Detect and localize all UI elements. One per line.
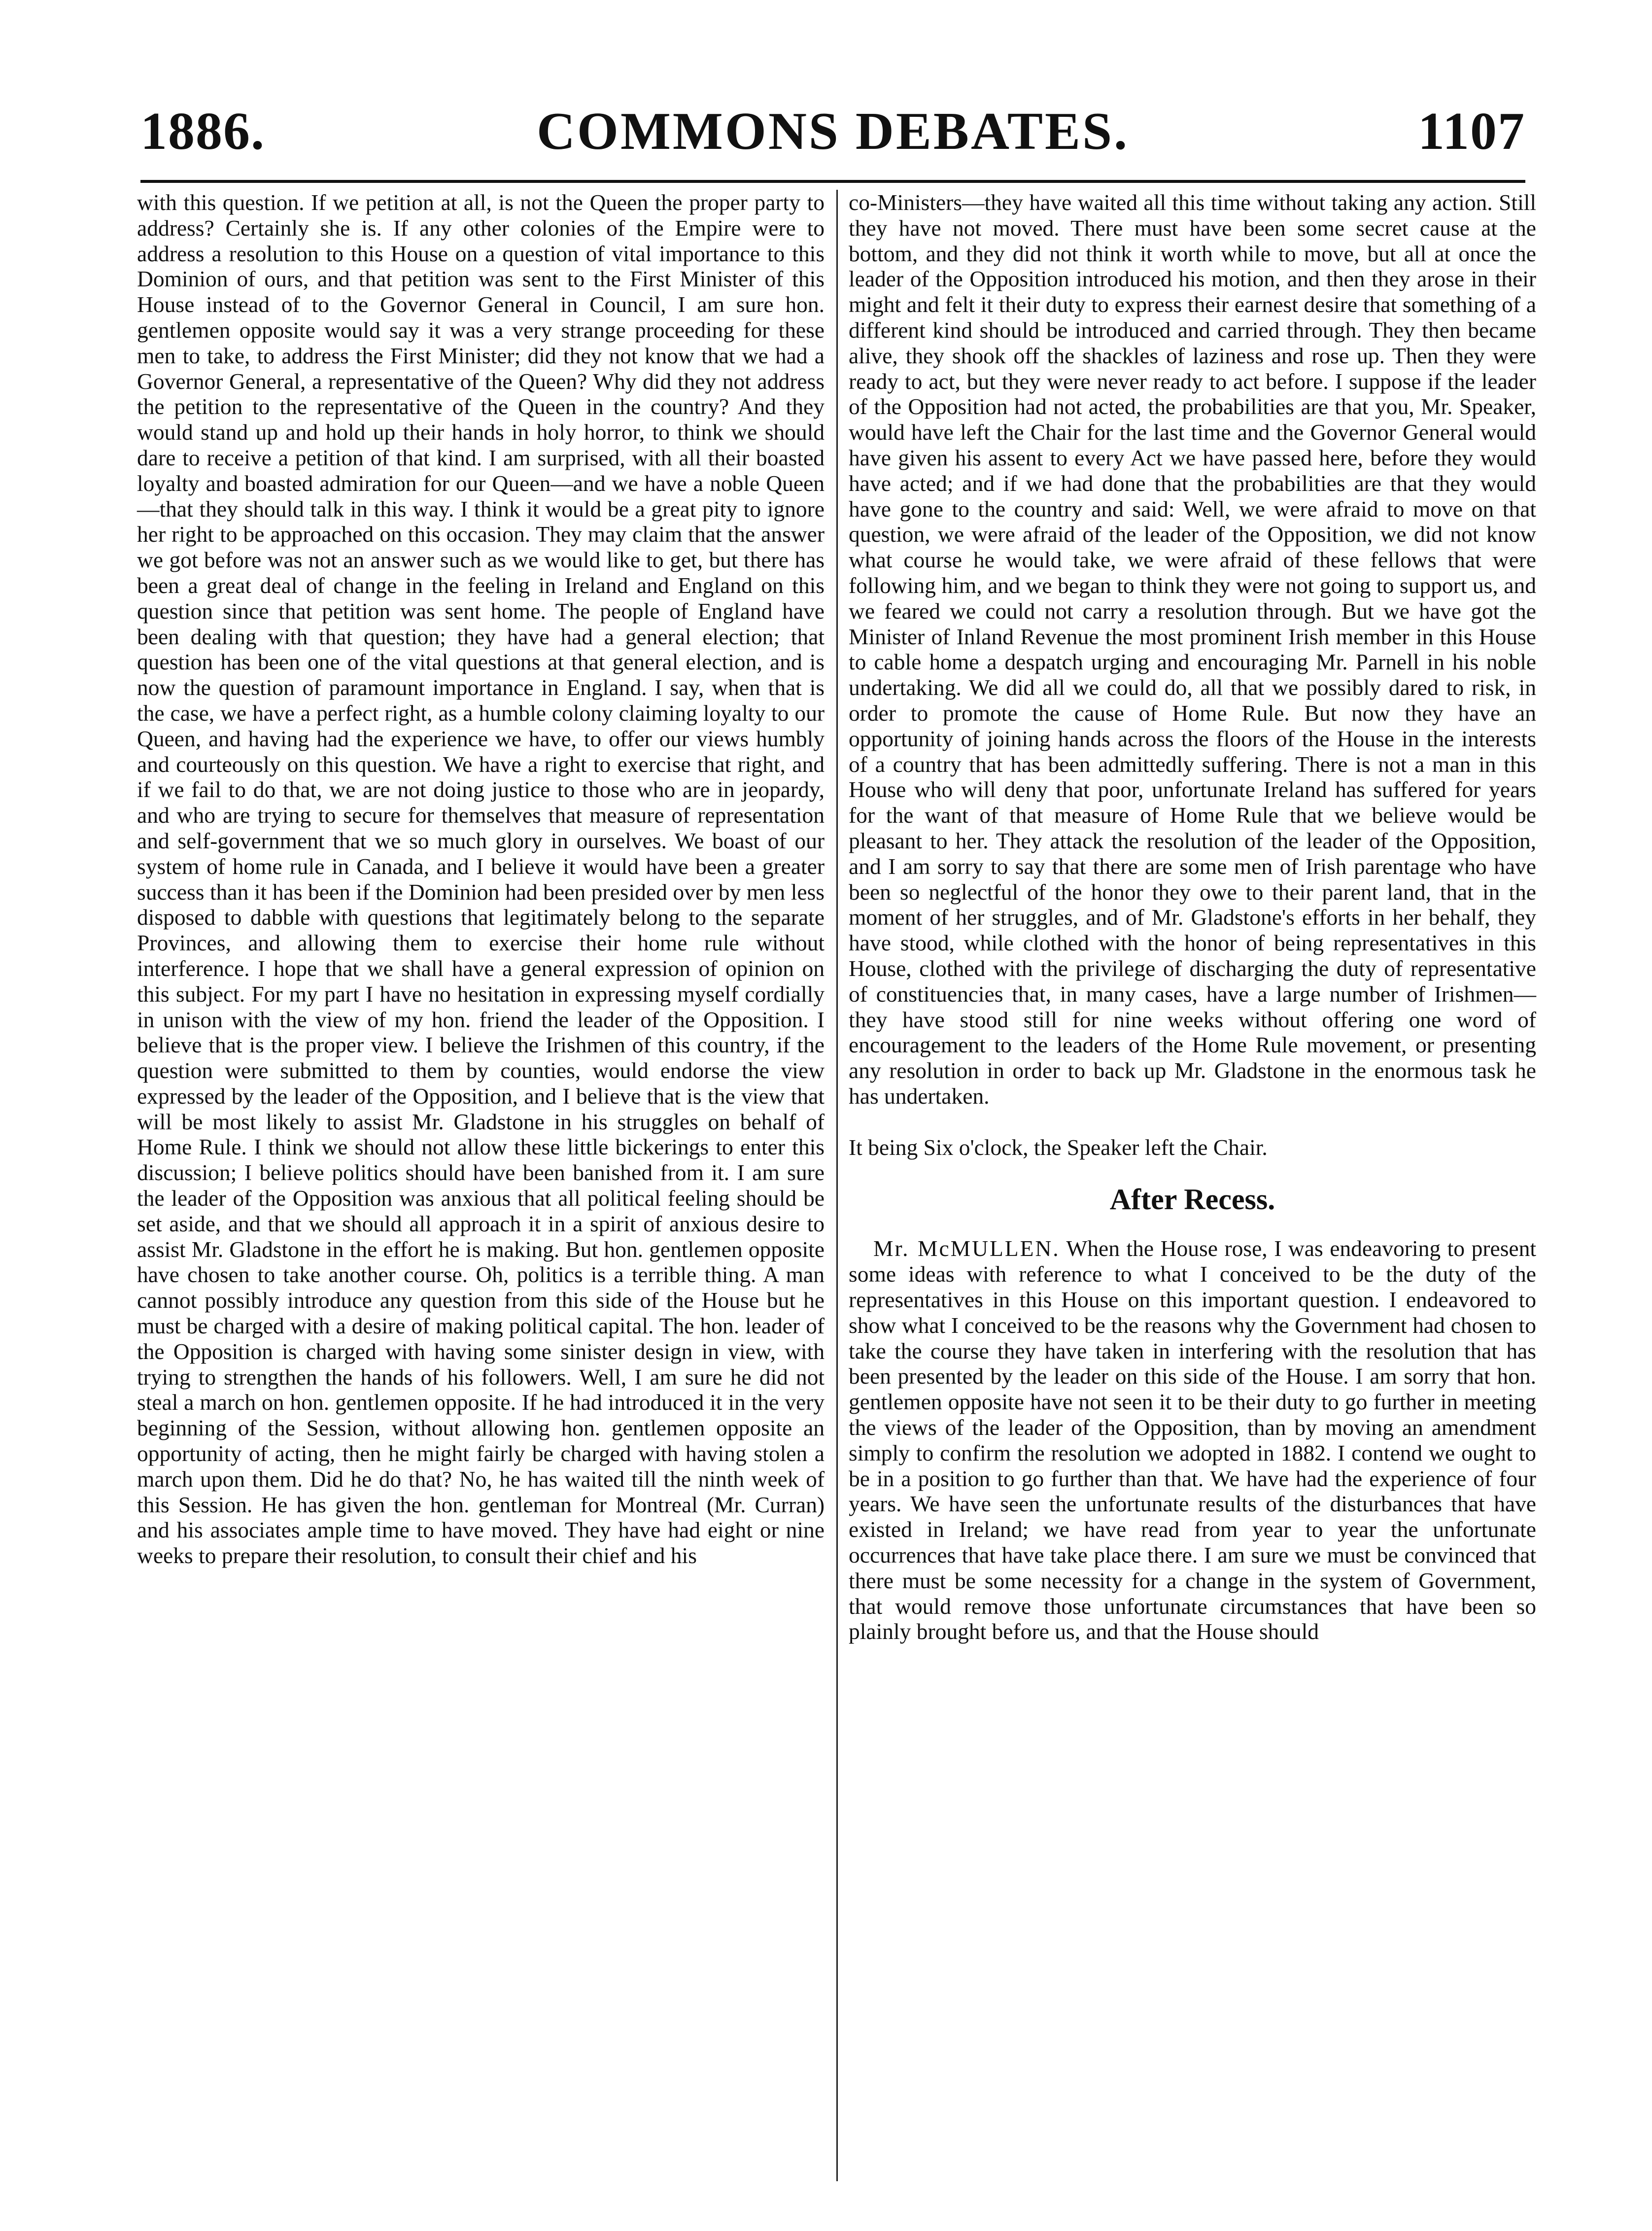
header-year: 1886. (140, 102, 265, 161)
header-rule (140, 180, 1525, 183)
left-column (137, 190, 825, 1569)
speech-text: When the House rose, I was endeavoring to present some ideas with reference to what I conceived to be the duty of the representatives in this House on this important question. I endeavored to show what I conceived to be the reasons why the Government had chosen to take the course they have taken in interfering with the resolution that has been presented by the leader on this side of the House. I am sorry that hon. gentlemen opposite have not seen it to be their duty to go further in meeting the views of the leader of the Opposition, than by moving an amendment simply to confirm the resolution we adopted in 1882. I contend we ought to be in a position to go further than that. We have had the experience of four years. We have seen the unfortunate results of the disturbances that have existed in Ireland; we have read from year to year the unfortunate occurrences that have take place there. I am sure we must be convinced that there must be some necessity for a change in the system of Government, that would remove those unfortunate circumstances that have been so plainly brought before us, and that the House should (849, 1236, 1536, 1644)
section-heading: After Recess. (1109, 1183, 1275, 1216)
page-header (140, 101, 1525, 180)
speaker-name: Mr. McMULLEN. (873, 1236, 1060, 1261)
header-page-number: 1107 (1417, 102, 1525, 161)
speech-paragraph (849, 1236, 1536, 1644)
left-column-paragraph: with this question. If we petition at all, is not the Queen the proper party to address? Certainly she is. If any other colonies of the Empire were to address a resolution to this House on a question of vital importance to this Dominion of ours, and that petition was sent to the First Minister of this House instead of to the Governor General in Council, I am sure hon. gentlemen opposite would say it was a very strange proceeding for these men to take, to address the First Minister; did they not know that we had a Governor General, a representative of the Queen? Why did they not address the petition to the representative of the Queen in the country? And they would stand up and hold up their hands in holy horror, to think we should dare to receive a petition of that kind. I am surprised, with all their boasted loyalty and boasted admiration for our Queen—and we have a noble Queen—that they should talk in this way. I think it would be a great pity to ignore her right to be approached on this occasion. They may claim that the answer we got before was not an answer such as we would like to get, but there has been a great deal of change in the feeling in Ireland and England on this question since that petition was sent home. The people of England have been dealing with that question; they have had a general election; that question has been one of the vital questions at that general election, and is now the question of paramount importance in England. I say, when that is the case, we have a perfect right, as a humble colony claiming loyalty to our Queen, and having had the experience we have, to offer our views humbly and courteously on this question. We have a right to exercise that right, and if we fail to do that, we are not doing justice to those who are in jeopardy, and who are trying to secure for themselves that measure of representation and self-government that we so much glory in ourselves. We boast of our system of home rule in Canada, and I believe it would have been a greater success than it has been if the Dominion had been presided over by men less disposed to dabble with questions that legitimately belong to the separate Provinces, and allowing them to exercise their home rule without interference. I hope that we shall have a general expression of opinion on this subject. For my part I have no hesitation in expressing myself cordially in unison with the view of my hon. friend the leader of the Opposition. I believe that is the proper view. I believe the Irishmen of this country, if the question were submitted to them by counties, would endorse the view expressed by the leader of the Opposition, and I believe that is the view that will be most likely to assist Mr. Gladstone in his struggles on behalf of Home Rule. I think we should not allow these little bickerings to enter this discussion; I believe politics should have been banished from it. I am sure the leader of the Opposition was anxious that all political feeling should be set aside, and that we should all approach it in a spirit of anxious desire to assist Mr. Gladstone in the effort he is making. But hon. gentlemen opposite have chosen to take another course. Oh, politics is a terrible thing. A man cannot possibly introduce any question from this side of the House but he must be charged with a desire of making political capital. The hon. leader of the Opposition is charged with having some sinister design in view, with trying to strengthen the hands of his followers. Well, I am sure he did not steal a march on hon. gentlemen opposite. If he had introduced it in the very beginning of the Session, without allowing hon. gentlemen opposite an opportunity of acting, then he might fairly be charged with having stolen a march upon them. Did he do that? No, he has waited till the ninth week of this Session. He has given the hon. gentleman for Montreal (Mr. Curran) and his associates ample time to have moved. They have had eight or nine weeks to prepare their resolution, to consult their chief and his (137, 190, 825, 1569)
column-divider (836, 190, 838, 2181)
recess-note: It being Six o'clock, the Speaker left the Chair. (849, 1134, 1268, 1160)
header-title: COMMONS DEBATES. (536, 102, 1130, 161)
right-column-paragraph: co-Ministers—they have waited all this time without taking any action. Still they have not moved. There must have been some secret cause at the bottom, and they did not think it worth while to move, but all at once the leader of the Opposition introduced his motion, and then they arose in their might and felt it their duty to express their earnest desire that something of a different kind should be introduced and carried through. They then became alive, they shook off the shackles of laziness and rose up. Then they were ready to act, but they were never ready to act before. I suppose if the leader of the Opposition had not acted, the probabilities are that you, Mr. Speaker, would have left the Chair for the last time and the Governor General would have given his assent to every Act we have passed here, before they would have acted; and if we had done that the probabilities are that they would have gone to the country and said: Well, we were afraid to move on that question, we were afraid of the leader of the Opposition, we did not know what course he would take, we were afraid of these fellows that were following him, and we began to think they were not going to support us, and we feared we could not carry a resolution through. But we have got the Minister of Inland Revenue the most prominent Irish member in this House to cable home a despatch urging and encouraging Mr. Parnell in his noble undertaking. We did all we could do, all that we possibly dared to risk, in order to promote the cause of Home Rule. But now they have an opportunity of joining hands across the floors of the House in the interests of a country that has been admittedly suffering. There is not a man in this House who will deny that poor, unfortunate Ireland has suffered for years for the want of that measure of Home Rule that we believe would be pleasant to her. They attack the resolution of the leader of the Opposition, and I am sorry to say that there are some men of Irish parentage who have been so neglectful of the honor they owe to their parent land, that in the moment of her struggles, and of Mr. Gladstone's efforts in her behalf, they have stood, while clothed with the honor of being representatives in this House, clothed with the privilege of discharging the duty of representative of constituencies that, in many cases, have a large number of Irishmen—they have stood still for nine weeks without offering one word of encouragement to the leaders of the Home Rule movement, or presenting any resolution in order to back up Mr. Gladstone in the enormous task he has undertaken. (849, 190, 1536, 1109)
right-column (849, 190, 1536, 1644)
